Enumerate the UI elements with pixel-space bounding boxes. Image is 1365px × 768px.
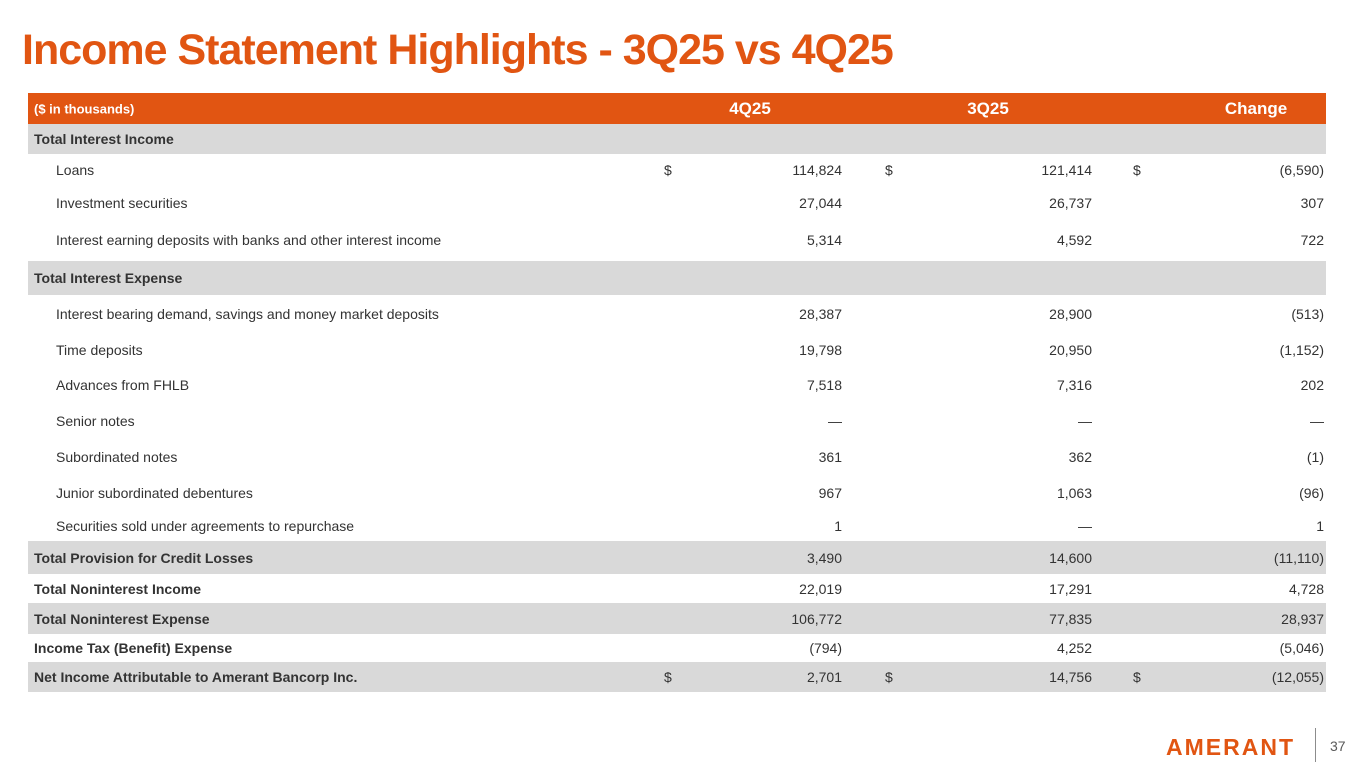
row-label: Interest bearing demand, savings and money market deposits xyxy=(56,306,439,322)
value-3q25: 121,414 xyxy=(1041,162,1092,178)
value-3q25: 77,835 xyxy=(1049,610,1092,627)
table-row xyxy=(28,333,1326,367)
header-4q25: 4Q25 xyxy=(729,98,771,118)
value-3q25: 4,592 xyxy=(1056,232,1092,248)
table-row xyxy=(28,124,1326,154)
row-label: Income Tax (Benefit) Expense xyxy=(34,640,233,656)
value-4q25: 7,518 xyxy=(806,377,842,393)
table-row xyxy=(28,154,1326,186)
row-label: Subordinated notes xyxy=(56,449,178,465)
row-label: Loans xyxy=(56,162,95,178)
value-4q25: 114,824 xyxy=(792,162,842,178)
value-change: 202 xyxy=(1300,377,1324,393)
value-change: (12,055) xyxy=(1271,669,1324,685)
currency-3q25: $ xyxy=(885,162,893,178)
table-body xyxy=(28,124,1326,692)
value-3q25: — xyxy=(1078,413,1092,429)
table-row xyxy=(28,541,1326,574)
page-number: 37 xyxy=(1330,738,1346,754)
row-label: Total Interest Income xyxy=(34,131,174,147)
value-4q25: 361 xyxy=(818,449,842,465)
row-label: Total Noninterest Income xyxy=(34,580,201,597)
row-label: Total Provision for Credit Losses xyxy=(34,549,254,566)
row-label: Investment securities xyxy=(56,194,188,211)
value-3q25: 14,600 xyxy=(1049,549,1092,566)
table-row xyxy=(28,219,1326,261)
value-4q25: 3,490 xyxy=(806,549,842,566)
row-label: Total Interest Expense xyxy=(34,270,183,286)
amerant-logo: AMERANT xyxy=(1166,734,1295,760)
table-row xyxy=(28,403,1326,439)
value-4q25: 2,701 xyxy=(806,669,842,685)
value-change: (5,046) xyxy=(1279,640,1324,656)
value-change: (11,110) xyxy=(1273,549,1324,566)
value-4q25: (794) xyxy=(809,640,842,656)
currency-change: $ xyxy=(1133,669,1141,685)
table-row xyxy=(28,511,1326,541)
value-3q25: 7,316 xyxy=(1056,377,1092,393)
value-4q25: 1 xyxy=(834,518,842,534)
value-change: (1,152) xyxy=(1279,342,1324,358)
value-3q25: 4,252 xyxy=(1056,640,1092,656)
value-3q25: 14,756 xyxy=(1049,669,1092,685)
row-label: Total Noninterest Expense xyxy=(34,610,210,627)
table-row xyxy=(28,261,1326,295)
value-3q25: 28,900 xyxy=(1049,306,1092,322)
header-3q25: 3Q25 xyxy=(967,98,1009,118)
page-title: Income Statement Highlights - 3Q25 vs 4Q25 xyxy=(22,26,893,74)
currency-3q25: $ xyxy=(885,669,893,685)
table-row xyxy=(28,439,1326,475)
table-row xyxy=(28,295,1326,333)
header-change: Change xyxy=(1224,98,1288,118)
value-3q25: 1,063 xyxy=(1056,485,1092,501)
income-statement-table xyxy=(28,93,1326,692)
value-change: (96) xyxy=(1299,485,1324,501)
table-row xyxy=(28,603,1326,634)
value-3q25: 362 xyxy=(1068,449,1092,465)
table-row xyxy=(28,186,1326,219)
table-row xyxy=(28,662,1326,692)
value-4q25: 19,798 xyxy=(799,342,842,358)
value-change: 28,937 xyxy=(1281,610,1324,627)
table-row xyxy=(28,475,1326,511)
value-3q25: 26,737 xyxy=(1049,194,1092,211)
currency-4q25: $ xyxy=(664,162,672,178)
value-3q25: — xyxy=(1078,518,1092,534)
value-change: 307 xyxy=(1300,194,1324,211)
value-3q25: 17,291 xyxy=(1049,580,1092,597)
footer-divider xyxy=(1315,728,1316,762)
value-4q25: 106,772 xyxy=(791,610,842,627)
row-label: Securities sold under agreements to repurchase xyxy=(56,518,355,534)
header-units-label: ($ in thousands) xyxy=(34,101,135,116)
row-label: Advances from FHLB xyxy=(56,377,190,393)
currency-change: $ xyxy=(1133,162,1141,178)
value-change: 722 xyxy=(1300,232,1324,248)
value-change: (513) xyxy=(1291,306,1324,322)
value-4q25: — xyxy=(828,413,842,429)
table-header-row xyxy=(28,93,1326,124)
row-label: Interest earning deposits with banks and other interest income xyxy=(56,232,442,248)
value-4q25: 5,314 xyxy=(806,232,842,248)
value-4q25: 27,044 xyxy=(799,194,842,211)
table-row xyxy=(28,367,1326,403)
value-4q25: 28,387 xyxy=(799,306,842,322)
value-change: — xyxy=(1310,413,1324,429)
table-row xyxy=(28,634,1326,662)
row-label: Net Income Attributable to Amerant Bancorp Inc. xyxy=(34,669,358,685)
value-3q25: 20,950 xyxy=(1049,342,1092,358)
table-row xyxy=(28,574,1326,603)
row-label: Senior notes xyxy=(56,413,135,429)
row-label: Time deposits xyxy=(56,342,143,358)
value-4q25: 22,019 xyxy=(799,580,842,597)
value-change: (1) xyxy=(1306,449,1324,465)
row-label: Junior subordinated debentures xyxy=(56,485,253,501)
value-4q25: 967 xyxy=(818,485,842,501)
value-change: 1 xyxy=(1316,518,1324,534)
value-change: (6,590) xyxy=(1279,162,1324,178)
value-change: 4,728 xyxy=(1288,580,1324,597)
currency-4q25: $ xyxy=(664,669,672,685)
